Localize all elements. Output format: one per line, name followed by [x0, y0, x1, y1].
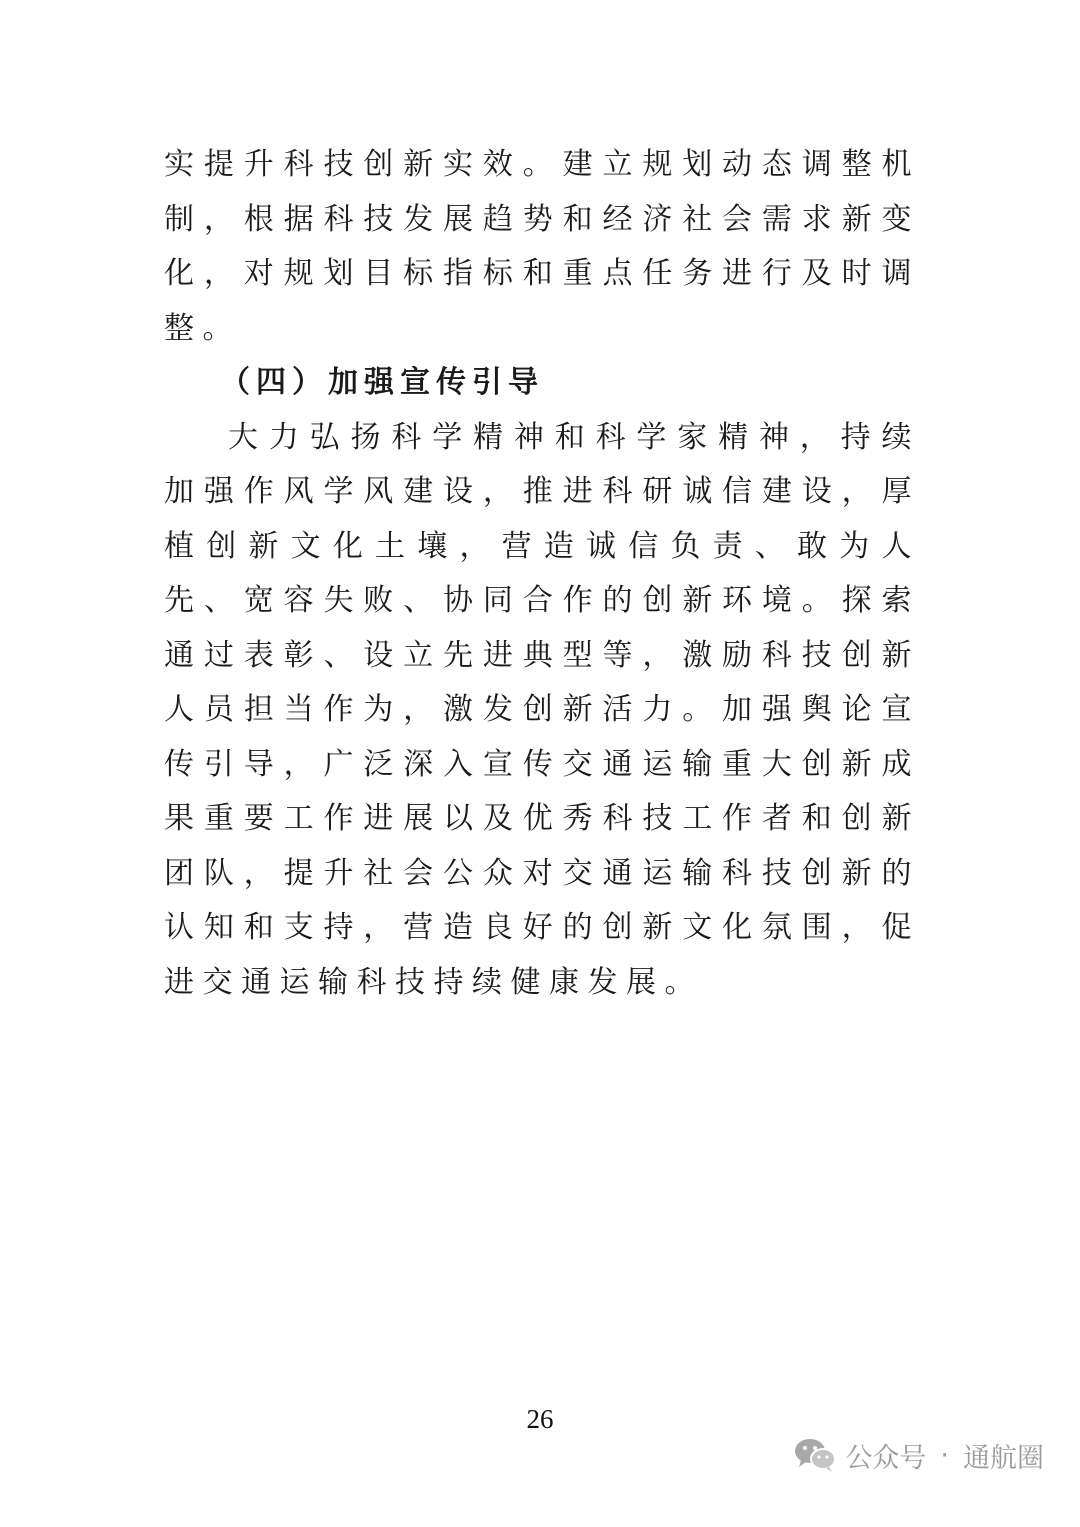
- document-body: [164, 138, 920, 1010]
- page-number: 26: [526, 1404, 554, 1434]
- watermark-account: 通航圈: [963, 1442, 1044, 1474]
- paragraph-publicity: 大力弘扬科学精神和科学家精神，持续加强作风学风建设，推进科研诚信建设，厚植创新文化土壤，营造诚信负责、敢为人先、宽容失败、协同合作的创新环境。探索通过表彰、设立先进典型等，激励科技创新人员担当作为，激发创新活力。加强舆论宣传引导，广泛深入宣传交通运输重大创新成果重要工作进展以及优秀科技工作者和创新团队，提升社会公众对交通运输科技创新的认知和支持，营造良好的创新文化氛围，促进交通运输科技持续健康发展。: [164, 419, 920, 1000]
- wechat-watermark: [793, 1433, 1044, 1477]
- watermark-source: 公众号: [845, 1442, 927, 1474]
- paragraph-continuation: 实提升科技创新实效。建立规划动态调整机制，根据科技发展趋势和经济社会需求新变化，对规划目标指标和重点任务进行及时调整。: [164, 147, 920, 346]
- wechat-icon: [793, 1437, 837, 1473]
- section-heading: （四）加强宣传引导: [220, 365, 544, 400]
- watermark-separator: ·: [940, 1439, 949, 1471]
